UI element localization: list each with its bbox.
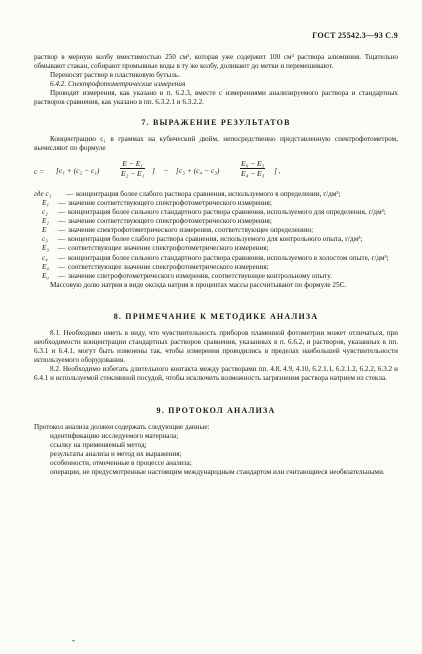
list-item: ссылку на применяемый метод;	[50, 440, 147, 449]
section-9-title: 9. ПРОТОКОЛ АНАЛИЗА	[156, 405, 276, 415]
definition-row: c₄ — концентрация более сильного стандартного раствора сравнения, используемого в холостом опыте, г/дм³;	[42, 253, 389, 262]
list-item: идентификацию исследуемого материала;	[50, 431, 179, 440]
definition-row: E₂ — значение соответствующего спектрофотометрического измерения;	[42, 217, 272, 226]
formula-bracket-a: ]	[152, 165, 155, 175]
definition-row: c₃ — концентрация более слабого раствора сравнения, используемого для контрольного опыта, г/дм³;	[42, 235, 363, 244]
section-8-title: 8. ПРИМЕЧАНИЕ К МЕТОДИКЕ АНАЛИЗА	[113, 311, 319, 321]
definition-row: E₄ — соответствующее значение спектрофотометрического измерения;	[42, 262, 269, 271]
protocol-list	[34, 423, 398, 478]
list-item: особенности, отмеченные в процессе анализа;	[50, 459, 192, 467]
concentration-formula	[34, 156, 398, 188]
formula-lhs: c =	[34, 166, 45, 176]
formula-minus: −	[164, 165, 169, 175]
section-8-paragraph: 8.1. Необходимо иметь в виду, что чувствительность приборов пламенной фотометрии может отличаться, при необходимости концентрации стандартных растворов сравнения, указанных в п. 6.6.2, и растворов, указанных в пп. 6.3.1 и 6.4.1, могут быть изменены так, чтобы измерения проводились в пределах наибольшей чувствительности используемого оборудования.	[34, 328, 398, 365]
list-item: результаты анализа и метод их выражения;	[50, 449, 182, 458]
definition-row: E₁ — значение соответствующего спектрофотометрического измерения;	[42, 198, 272, 207]
definition-row: где c₁ — концентрация более слабого раствора сравнения, используемого в определении, г/дм³;	[34, 189, 341, 198]
formula-fraction-b: $\frac{\text{E₀ − E₃}}{\text{E₄ − E₃}}$	[241, 158, 265, 178]
formula-fraction-a: $\frac{\text{E − E₁}}{\text{E₂ − E₁}}$	[121, 158, 145, 178]
section-7-paragraph: Концентрацию c₁ в граммах на кубический дюйм, непосредственно представленную спектрофотометром, вычисляют по формуле	[34, 134, 398, 152]
section-7-paragraph: Массовую долю натрия в виде оксида натрия в процентах массы рассчитывают по формуле 25С.	[50, 280, 347, 289]
protocol-intro: Протокол анализа должен содержать следующие данные:	[34, 422, 210, 431]
symbol-definitions	[34, 190, 398, 281]
formula-bracket-b: ] ,	[274, 165, 281, 175]
section-7-title: 7. ВЫРАЖЕНИЕ РЕЗУЛЬТАТОВ	[141, 117, 291, 127]
section-8-paragraph: 8.2. Необходимо избегать длительного контакта между растворами пп. 4.8, 4.9, 4.10, 6.2.1.1, 6.2.1.2, 6.2.2, 6.3.2 и 6.4.1 и используемой стеклянной посудой, чтобы исключить возможность загрязнения раствора натрием из стекла.	[34, 365, 398, 383]
definition-row: c₂ — концентрация более сильного стандартного раствора сравнения, используемого для определения, г/дм³;	[42, 208, 386, 217]
document-body	[34, 53, 398, 477]
list-item: операции, не предусмотренные настоящим международным стандартом или считающиеся необязательными.	[50, 468, 385, 477]
definition-row: E₀ — значение спетрофотометрического измерения, соответствующее контрольному опыту.	[42, 271, 332, 280]
formula-term-a: [c₁ + (c₂ − c₁)	[56, 165, 100, 175]
intro-paragraph: Переносят раствор в пластиковую бутыль.	[50, 71, 180, 80]
footer-mark: -	[72, 635, 75, 645]
definition-row: E₃ — соответствующее значение спектрофотометрического измерения;	[42, 244, 269, 253]
intro-paragraph: Проводят измерения, как указано в п. 6.2.3, вместе с измерениями анализируемого раствора и стандартных растворов сравнения, как указано в пп. 6.3.2.1 и 6.3.2.2.	[34, 89, 398, 107]
subsection-heading: 6.4.2. Спектрофотометрические измерения	[50, 80, 186, 89]
definition-row: E — значение спектрофотометрического измерения, соответствующее определению;	[42, 226, 314, 235]
intro-paragraph: раствор в мерную колбу вместимостью 250 см³, которая уже содержит 100 см³ раствора алюминия. Тщательно обмывают стакан, собирают промывные воды в ту же колбу, доливают до метки и перемешивают.	[34, 53, 398, 71]
formula-term-b: [c₃ + (c₄ − c₃)	[176, 165, 220, 175]
page-header-code: ГОСТ 25542.3—93 С.9	[312, 31, 398, 40]
